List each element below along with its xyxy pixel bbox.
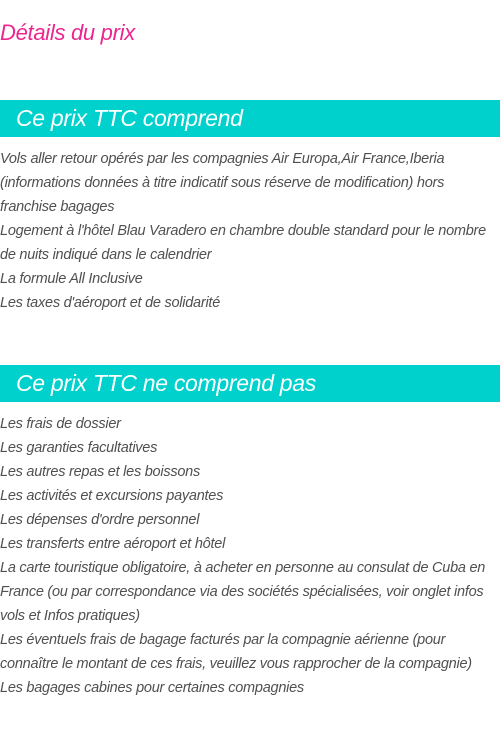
list-item: Logement à l'hôtel Blau Varadero en chambre double standard pour le nombre de nuits indiqué dans le calendrier	[0, 223, 486, 263]
list-item: La formule All Inclusive	[0, 271, 143, 287]
included-list	[0, 147, 500, 315]
list-item: Les taxes d'aéroport et de solidarité	[0, 295, 221, 311]
list-item: Les transferts entre aéroport et hôtel	[0, 536, 226, 552]
list-item: Les activités et excursions payantes	[0, 488, 224, 504]
excluded-section-heading: Ce prix TTC ne comprend pas	[0, 365, 500, 402]
list-item: Les bagages cabines pour certaines compagnies	[0, 680, 304, 696]
list-item: Les autres repas et les boissons	[0, 464, 200, 480]
list-item: Les garanties facultatives	[0, 440, 158, 456]
list-item: Vols aller retour opérés par les compagnies Air Europa,Air France,Iberia (informations données à titre indicatif sous réserve de modification) hors franchise bagages	[0, 151, 445, 215]
list-item: Les éventuels frais de bagage facturés par la compagnie aérienne (pour connaître le montant de ces frais, veuillez vous rapprocher de la compagnie)	[0, 632, 472, 672]
included-section-heading: Ce prix TTC comprend	[0, 100, 500, 137]
list-item: Les frais de dossier	[0, 416, 121, 432]
list-item: Les dépenses d'ordre personnel	[0, 512, 200, 528]
list-item: La carte touristique obligatoire, à acheter en personne au consulat de Cuba en France (ou par correspondance via des sociétés spécialisées, voir onglet infos vols et Infos pratiques)	[0, 560, 486, 624]
excluded-list	[0, 412, 500, 700]
page-title: Détails du prix	[0, 20, 135, 45]
